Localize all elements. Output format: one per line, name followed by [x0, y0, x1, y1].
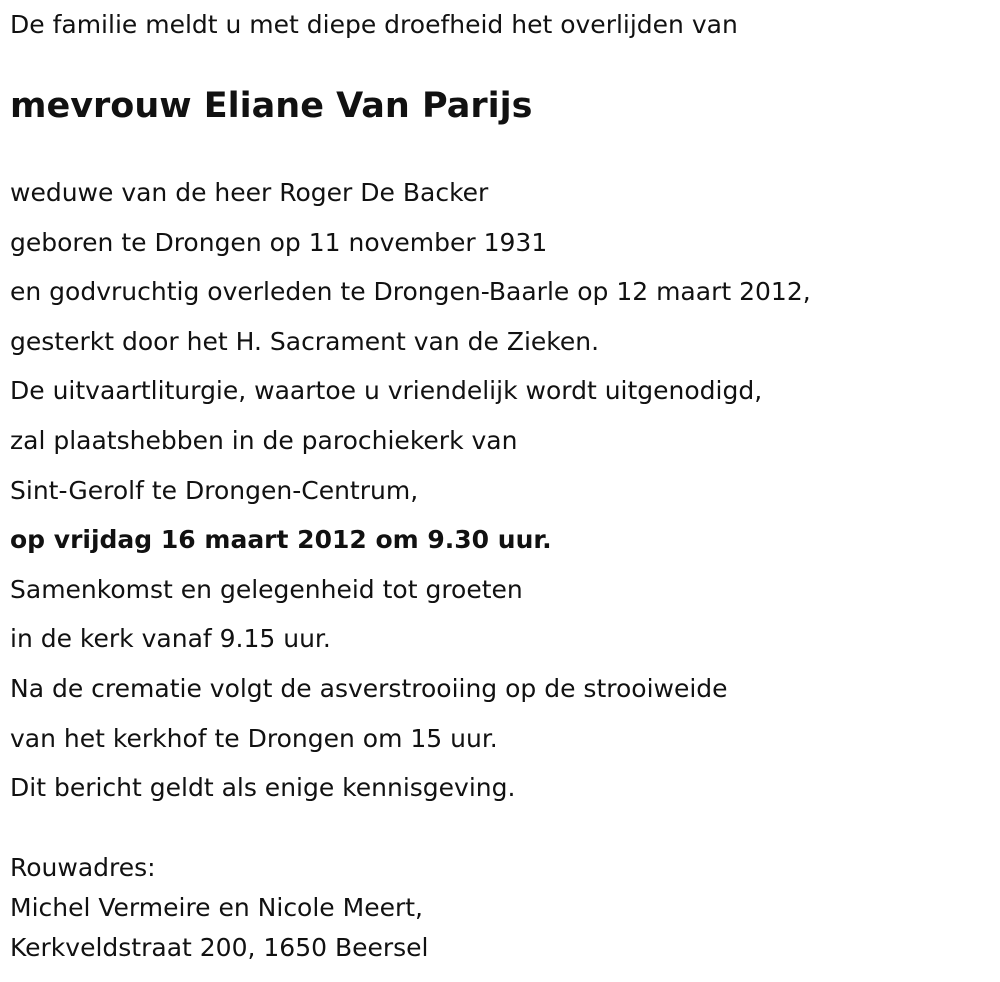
- funeral-date-line: op vrijdag 16 maart 2012 om 9.30 uur.: [10, 525, 552, 555]
- intro-text: De familie meldt u met diepe droefheid het overlijden van: [10, 10, 738, 39]
- notice-body: [10, 173, 811, 818]
- gathering-time-line: in de kerk vanaf 9.15 uur.: [10, 624, 331, 654]
- funeral-invite-line: De uitvaartliturgie, waartoe u vriendelijk wordt uitgenodigd,: [10, 376, 763, 406]
- address-street: Kerkveldstraat 200, 1650 Beersel: [10, 933, 429, 962]
- address-names: Michel Vermeire en Nicole Meert,: [10, 893, 423, 922]
- church-line: zal plaatshebben in de parochiekerk van: [10, 425, 518, 455]
- deceased-name: mevrouw Eliane Van Parijs: [10, 86, 533, 126]
- address-heading: Rouwadres:: [10, 853, 156, 882]
- birth-line: geboren te Drongen op 11 november 1931: [10, 227, 548, 257]
- notice-only-line: Dit bericht geldt als enige kennisgeving.: [10, 773, 516, 803]
- cremation-line: Na de crematie volgt de asverstrooiing op de strooiweide: [10, 673, 728, 703]
- mourning-address: [10, 848, 429, 968]
- cemetery-line: van het kerkhof te Drongen om 15 uur.: [10, 723, 498, 753]
- church-location-line: Sint-Gerolf te Drongen-Centrum,: [10, 475, 419, 505]
- gathering-line: Samenkomst en gelegenheid tot groeten: [10, 574, 523, 604]
- sacrament-line: gesterkt door het H. Sacrament van de Zieken.: [10, 326, 600, 356]
- death-line: en godvruchtig overleden te Drongen-Baarle op 12 maart 2012,: [10, 277, 811, 307]
- widow-line: weduwe van de heer Roger De Backer: [10, 178, 489, 207]
